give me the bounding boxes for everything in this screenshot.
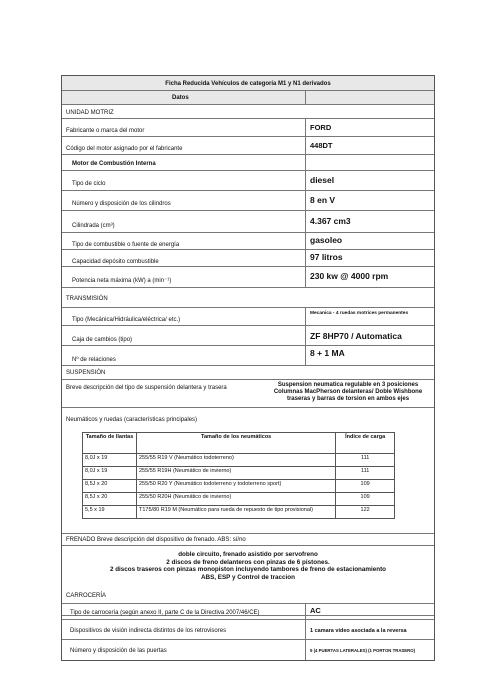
neumaticos-block: Neumáticos y ruedas (características principales) — [62, 408, 434, 534]
deposito-row: Capacidad depósito combustible 97 litros — [62, 250, 434, 267]
ciclo-row: Tipo de ciclo diesel — [62, 171, 434, 191]
tire-row — [83, 480, 395, 493]
caja-cambios-row: Caja de cambios (tipo) ZF 8HP70 / Automatica — [62, 326, 434, 346]
combustible-row: Tipo de combustible o fuente de energía gasoleo — [62, 233, 434, 250]
tire-table — [82, 432, 395, 519]
datos-header: Datos — [62, 91, 434, 105]
tire-cell-indice: 111 — [336, 454, 395, 467]
col-indice: Índice de carga — [336, 433, 395, 454]
cilindros-row: Número y disposición de los cilindros 8 en V — [62, 191, 434, 211]
unidad-motriz-section: UNIDAD MOTRIZ — [62, 105, 434, 119]
tire-cell-llanta: 8,5J x 20 — [83, 493, 137, 506]
tire-cell-llanta: 8,0J x 19 — [83, 454, 137, 467]
tire-row — [83, 467, 395, 480]
tire-cell-neumatico: 255/55 R19H (Neumático de invierno) — [137, 467, 336, 480]
transmision-section: TRANSMISIÓN — [62, 288, 434, 308]
transmision-tipo-row: Tipo (Mecánica/Hidráulica/eléctrica/ etc.) Mecanica - 4 ruedas motrices permanentes — [62, 308, 434, 326]
ficha-reducida — [61, 75, 435, 661]
col-llantas: Tamaño de llantas — [83, 433, 137, 454]
puertas-row: Número y disposición de las puertas 5 (4 PUERTAS LATERALES) (1 PORTON TRASERO) — [62, 640, 434, 660]
tire-cell-indice: 111 — [336, 467, 395, 480]
combustion-row: Motor de Combustión Interna — [62, 155, 434, 171]
sheet-title: Ficha Reducida Vehículos de categoría M1 y N1 derivados — [62, 76, 434, 91]
tire-row — [83, 493, 395, 506]
tire-cell-llanta: 5,5 x 19 — [83, 506, 137, 519]
tire-cell-neumatico: 255/55 R19 V (Neumático todoterreno) — [137, 454, 336, 467]
suspension-desc-row: Breve descripción del tipo de suspensión delantera y trasera Suspension neumatica regulable en 3 posiciones Columnas MacPherson delanteras/ Doble Wishbone traseras y barras de torsion en ambos ejes — [62, 380, 434, 408]
fabricante-row: Fabricante o marca del motor FORD — [62, 119, 434, 137]
suspension-section: SUSPENSIÓN — [62, 366, 434, 380]
tire-cell-llanta: 8,0J x 19 — [83, 467, 137, 480]
carroceria-tipo-row: Tipo de carrocería (según anexo II, parte C de la Directiva 2007/46/CE) AC — [62, 604, 434, 620]
tire-cell-indice: 109 — [336, 493, 395, 506]
frenado-block: FRENADO Breve descripción del dispositivo de frenado. ABS: sí/no doble circuito, frenado asistido por servofreno 2 discos de freno delanteros con pinzas de 6 pistones. 2 discos traseros con pinzas monopiston incluyendo tambores de freno de estacionamiento ABS, ESP y Control de traccion — [62, 534, 434, 616]
codigo-row: Código del motor asignado por el fabricante 448DT — [62, 137, 434, 155]
cilindrada-row: Cilindrada (cm³) 4.367 cm3 — [62, 211, 434, 233]
tire-cell-neumatico: 255/50 R20H (Neumático de invierno) — [137, 493, 336, 506]
tire-row — [83, 506, 395, 519]
tire-cell-llanta: 8,5J x 20 — [83, 480, 137, 493]
tire-cell-indice: 109 — [336, 480, 395, 493]
potencia-row: Potencia neta máxima (kW) a (min⁻¹) 230 kw @ 4000 rpm — [62, 267, 434, 288]
col-neumaticos: Tamaño de los neumáticos — [137, 433, 336, 454]
tire-row — [83, 454, 395, 467]
tire-cell-neumatico: 255/50 R20 Y (Neumático todoterreno y todoterreno sport) — [137, 480, 336, 493]
vision-row: Dispositivos de visión indirecta distintos de los retrovisores 1 camara video asociada a la reversa — [62, 620, 434, 640]
tire-table-header — [83, 433, 395, 454]
carroceria-section: CARROCERÍA — [62, 586, 434, 604]
relaciones-row: Nº de relaciones 8 + 1 MA — [62, 346, 434, 366]
tire-cell-neumatico: T175/80 R19 M (Neumático para rueda de repuesto de tipo provisional) — [137, 506, 336, 519]
tire-cell-indice: 122 — [336, 506, 395, 519]
